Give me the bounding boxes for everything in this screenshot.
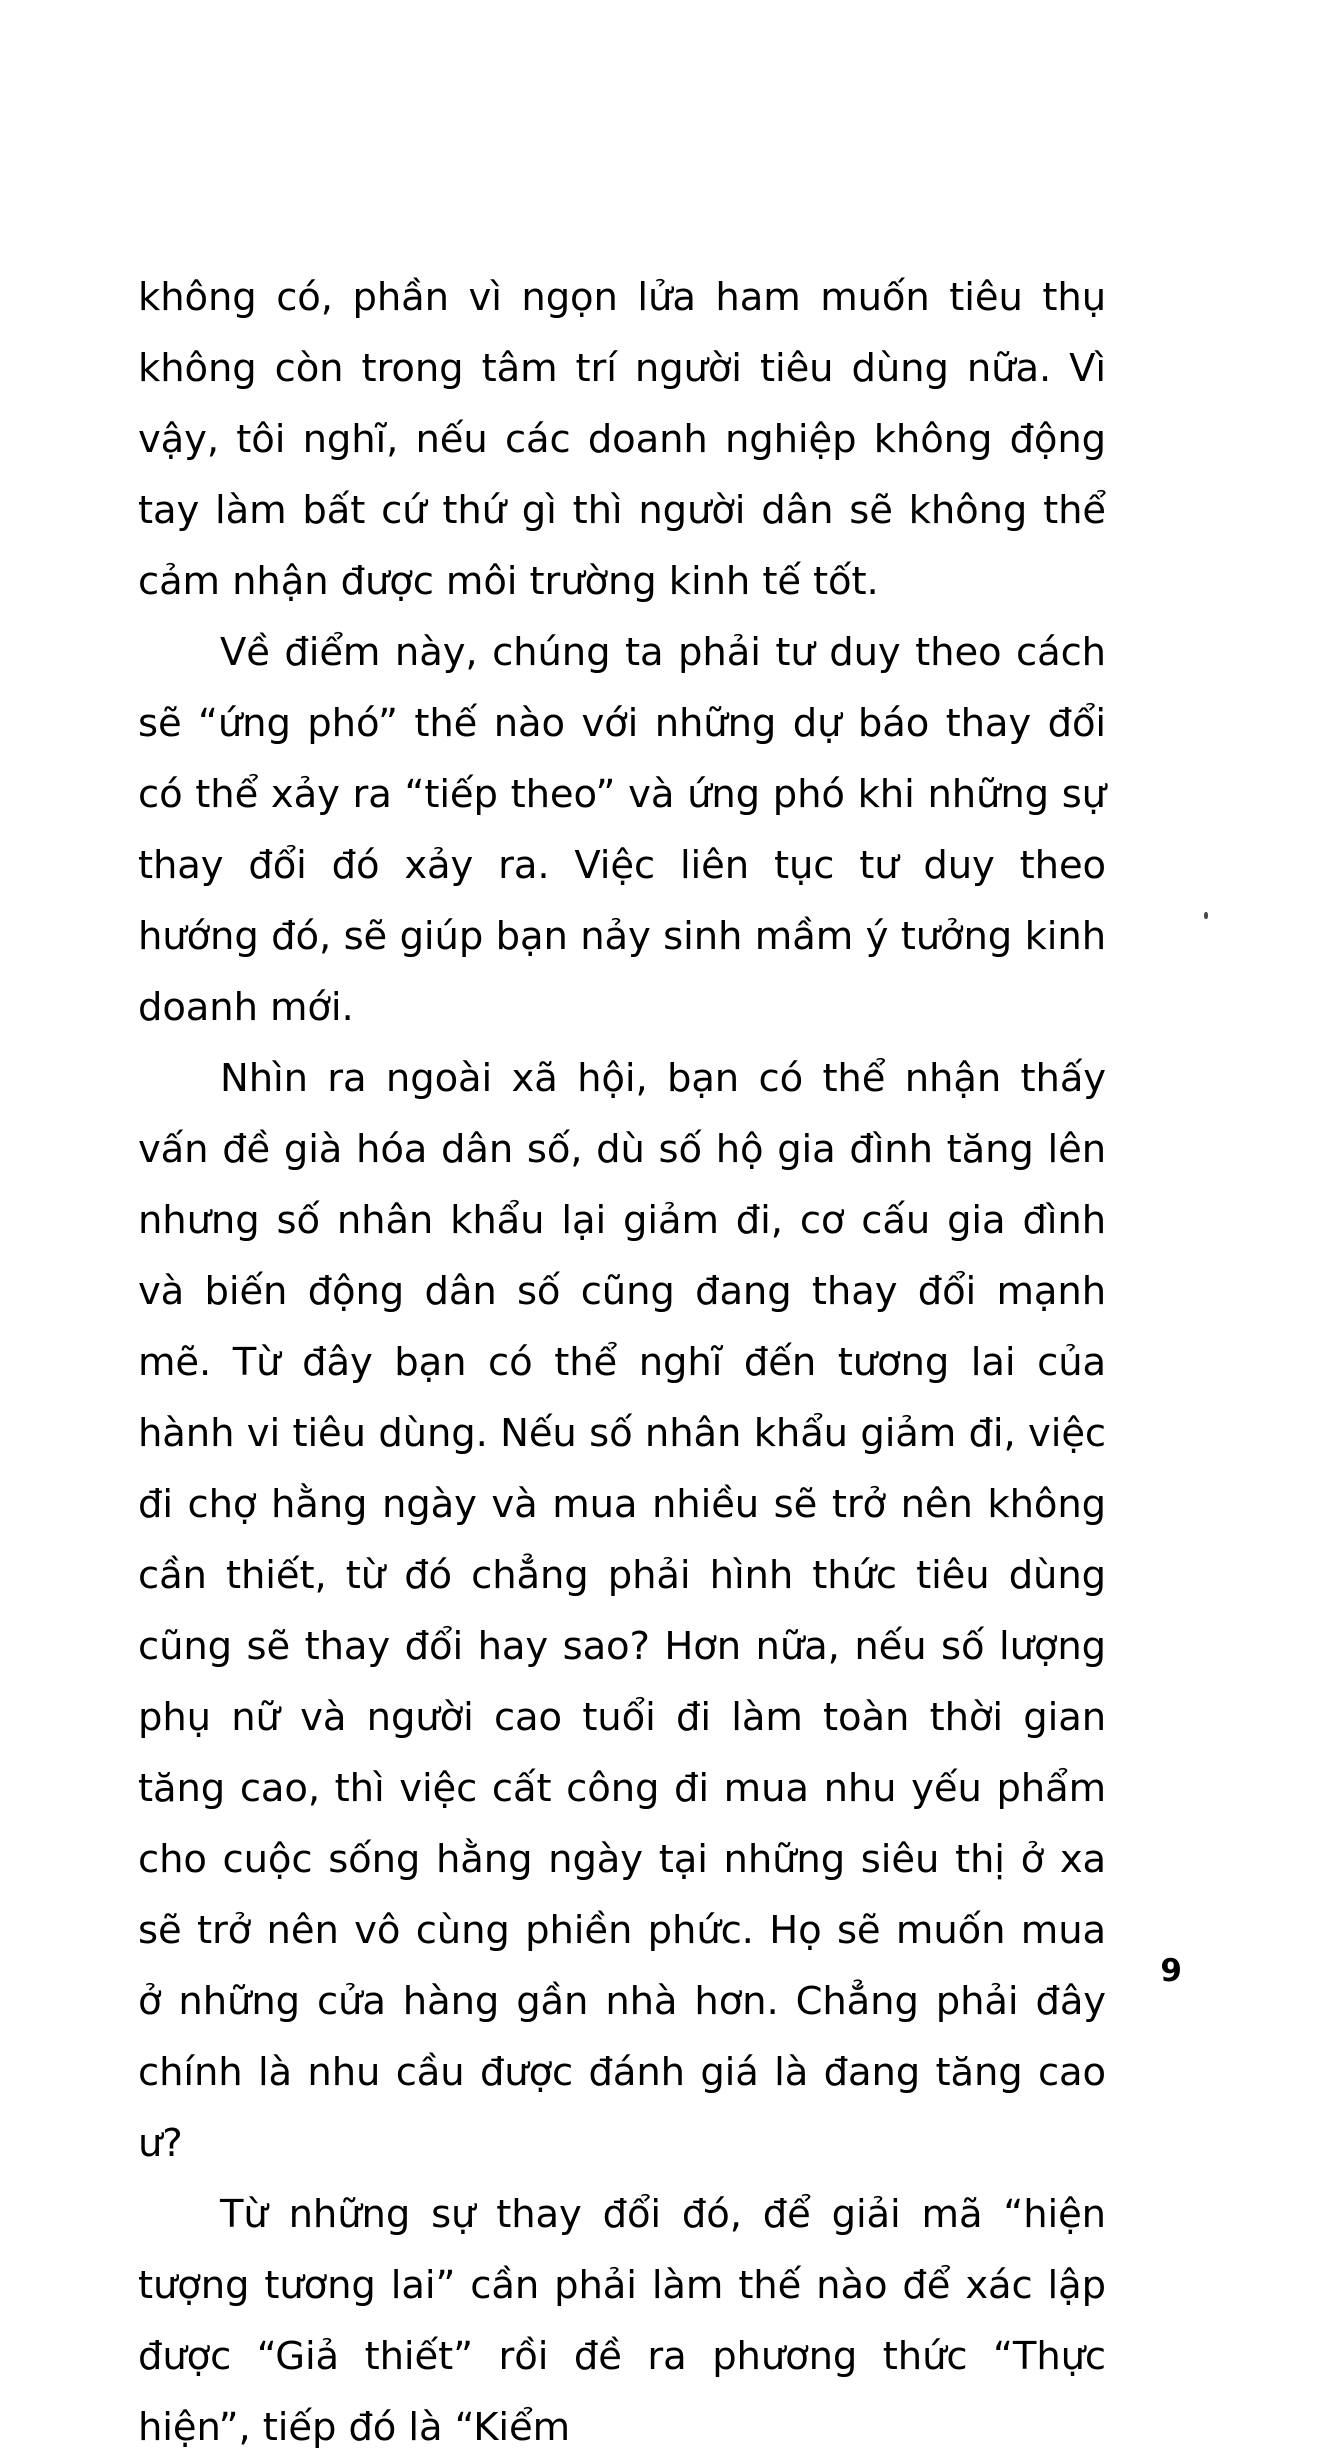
paragraph: Về điểm này, chúng ta phải tư duy theo cách sẽ “ứng phó” thế nào với những dự báo thay đổi có thể xảy ra “tiếp theo” và ứng phó khi những sự thay đổi đó xảy ra. Việc liên tục tư duy theo hướng đó, sẽ giúp bạn nảy sinh mầm ý tưởng kinh doanh mới. (138, 630, 1106, 1030)
paragraph: Từ những sự thay đổi đó, để giải mã “hiện tượng tương lai” cần phải làm thế nào để xác lập được “Giả thiết” rồi đề ra phương thức “Thực hiện”, tiếp đó là “Kiểm (138, 2192, 1106, 2450)
paragraph: không có, phần vì ngọn lửa ham muốn tiêu thụ không còn trong tâm trí người tiêu dùng nữa. Vì vậy, tôi nghĩ, nếu các doanh nghiệp không động tay làm bất cứ thứ gì thì người dân sẽ không thể cảm nhận được môi trường kinh tế tốt. (138, 275, 1106, 604)
page-number: 9 (1160, 1953, 1182, 1989)
paragraph: Nhìn ra ngoài xã hội, bạn có thể nhận thấy vấn đề già hóa dân số, dù số hộ gia đình tăng lên nhưng số nhân khẩu lại giảm đi, cơ cấu gia đình và biến động dân số cũng đang thay đổi mạnh mẽ. Từ đây bạn có thể nghĩ đến tương lai của hành vi tiêu dùng. Nếu số nhân khẩu giảm đi, việc đi chợ hằng ngày và mua nhiều sẽ trở nên không cần thiết, từ đó chẳng phải hình thức tiêu dùng cũng sẽ thay đổi hay sao? Hơn nữa, nếu số lượng phụ nữ và người cao tuổi đi làm toàn thời gian tăng cao, thì việc cất công đi mua nhu yếu phẩm cho cuộc sống hằng ngày tại những siêu thị ở xa sẽ trở nên vô cùng phiền phức. Họ sẽ muốn mua ở những cửa hàng gần nhà hơn. Chẳng phải đây chính là nhu cầu được đánh giá là đang tăng cao ư? (138, 1056, 1106, 2166)
body-text (138, 262, 1138, 2463)
page-speck (1204, 912, 1208, 919)
